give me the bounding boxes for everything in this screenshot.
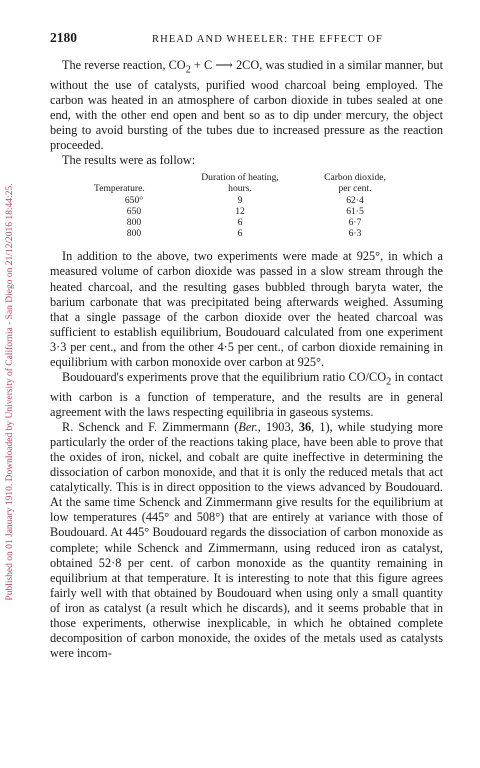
para1-post: + C ⟶ 2CO, was studied in a similar manner, but without the use of catalysts, purified wood charcoal being employed. The carbon was heated in an atmosphere of carbon dioxide in tubes sealed at one end, with the other end open and bent so as to dip under mercury, the object being to avoid bursting of the tubes due to increased pressure as the reaction proceeded. (50, 58, 443, 152)
para5-pre: R. Schenck and F. Zimmermann ( (62, 419, 239, 434)
cell-duration: 6 (237, 228, 243, 240)
cell-carbon-dioxide: 6·7 (348, 216, 362, 228)
para4-subscript: 2 (386, 376, 392, 388)
cell-duration: 6 (237, 216, 243, 228)
cell-carbon-dioxide: 61·5 (346, 205, 364, 217)
paragraph-equilibrium-ratio (50, 370, 443, 420)
paragraph-additional-experiments: In addition to the above, two experiments were made at 925°, in which a measured volume of carbon dioxide was passed in a slow stream through the heated charcoal, and the resulting gases bubbled through baryta water, the barium carbonate that was precipitated being afterwards weighed. Assuming that a single passage of the carbon dioxide over the heated charcoal was sufficient to establish equilibrium, Boudouard calculated from one experiment 3·3 per cent., and from the other 4·5 per cent., of carbon dioxide remaining in equilibrium with carbon monoxide over carbon at 925°. (50, 249, 443, 369)
header-duration: Duration of heating, hours. (201, 172, 279, 195)
volume-number: 36 (298, 419, 312, 434)
para4-post: in contact with carbon is a function of temperature, and the results are in general agreement with the laws respecting equilibria in gaseous systems. (50, 370, 444, 419)
paragraph-schenck-zimmermann (50, 420, 443, 662)
download-notice-margin (0, 0, 20, 768)
cell-temperature: 800 (126, 216, 142, 228)
table-row (88, 217, 410, 228)
page-header (50, 30, 443, 46)
header-carbon-dioxide: Carbon dioxide, per cent. (324, 172, 386, 195)
cell-carbon-dioxide: 6·3 (348, 228, 362, 240)
cell-duration: 9 (237, 194, 243, 206)
table-row (88, 195, 410, 206)
cell-temperature: 650 (126, 205, 142, 217)
para5-mid: , 1903, (257, 419, 299, 434)
cell-duration: 12 (235, 205, 245, 217)
header-temperature: Temperature. (94, 183, 145, 195)
page-number: 2180 (50, 30, 77, 45)
para5-post: , 1), while studying more particularly the order of the reactions taking place, have been able to prove that the oxides of iron, nickel, and cobalt are quite ineffective in determining the dissociation of carbon monoxide, and that it is only the reduced metals that act catalytically. This is in direct opposition to the views advanced by Boudouard. At the same time Schenck and Zimmermann give results for the equilibrium at low temperatures (445° and 508°) that are entirely at variance with those of Boudouard. At 445° Boudouard regards the dissociation of carbon monoxide as complete; while Schenck and Zimmermann, using reduced iron as catalyst, obtained 52·8 per cent. of carbon monoxide as the quantity remaining in equilibrium at that temperature. It is interesting to note that this figure agrees fairly well with that obtained by Boudouard when using only a small quantity of iron as catalyst (a result which he discards), and it seems probable that in those experiments, otherwise inexplicable, in which he obtained complete decomposition of carbon monoxide, the oxides of the metals used as catalysts were incom- (50, 419, 443, 661)
download-notice-text: Published on 01 January 1910. Downloaded by University of California - San Diego on 21/12/2016 18:44:25. (5, 183, 15, 601)
para1-pre: The reverse reaction, CO (62, 58, 186, 72)
results-table (88, 172, 410, 239)
cell-temperature: 650° (124, 194, 144, 206)
cell-temperature: 800 (126, 228, 142, 240)
para4-pre: Boudouard's experiments prove that the equilibrium ratio CO/CO (62, 370, 387, 385)
table-row (88, 206, 410, 217)
paragraph-results-intro: The results were as follow: (62, 153, 196, 168)
table-row (88, 228, 410, 239)
table-header-row (88, 172, 410, 194)
page-body (50, 30, 443, 661)
para1-subscript: 2 (185, 64, 191, 76)
paragraph-reverse-reaction (50, 58, 443, 153)
journal-abbrev: Ber. (238, 419, 258, 434)
running-head: RHEAD AND WHEELER: THE EFFECT OF (152, 34, 383, 45)
cell-carbon-dioxide: 62·4 (346, 194, 364, 206)
